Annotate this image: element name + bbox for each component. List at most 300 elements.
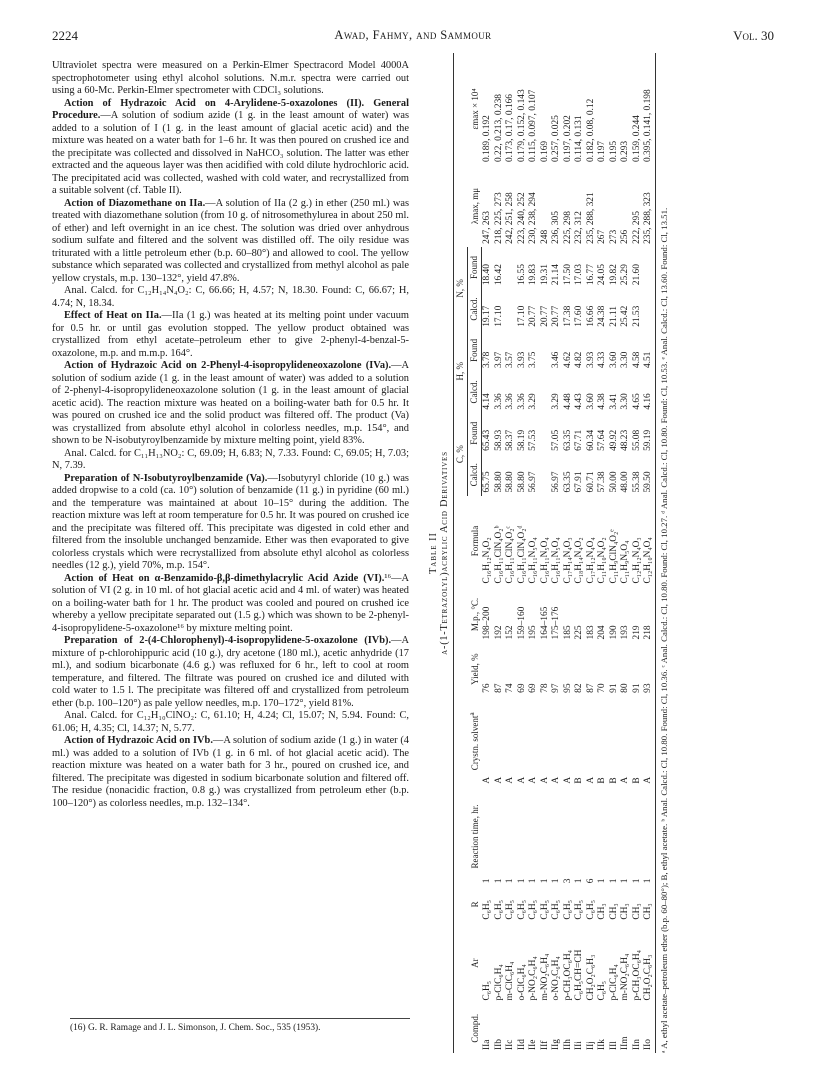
cell-n-found: 24.05 xyxy=(597,264,608,286)
section-heading: Preparation of 2-(4-Chlorophenyl)-4-isopropylidene-5-oxazolone (IVb). xyxy=(64,635,392,646)
cell-h-calc xyxy=(540,371,552,413)
cell-h-calc: 3.36 xyxy=(505,393,516,410)
paragraph-spectra: Ultraviolet spectra were measured on a Perkin-Elmer Spectracord Model 4000A spectrophotometer using ethyl alcohol solutions. N.m.r. spectra were carried out using a 60-Mc. Perkin-Elmer spectrometer with CDCl₃ solutions. xyxy=(52,60,409,96)
section-heading: Action of Hydrazoic Acid on 2-Phenyl-4-isopropylideneoxazolone (IVa). xyxy=(64,360,392,371)
cell-lmax: 247, 263 xyxy=(482,211,492,244)
cell-h-found: 3.75 xyxy=(528,351,539,369)
cell-r: C₆H₅ xyxy=(482,900,492,920)
cell-r: C₆H₅ xyxy=(505,900,516,920)
cell-h-found: 3.78 xyxy=(482,351,493,369)
table-row xyxy=(505,53,517,1053)
cell-emax: 0.114, 0.131 xyxy=(574,115,585,163)
cell-c-found: 55.08 xyxy=(631,429,642,451)
cell-solv: A xyxy=(493,776,504,784)
cell-ar: CH₂O₂C₆H₃ xyxy=(585,954,596,1001)
cell-lmax: 232, 312 xyxy=(574,211,585,244)
cell-yield: 76 xyxy=(482,683,492,693)
cell-compd: IIj xyxy=(585,1041,596,1050)
cell-emax: 0.257, 0.025 xyxy=(551,115,562,163)
cell-emax: 0.189, 0.192 xyxy=(482,115,492,163)
cell-lmax: 256 xyxy=(620,229,631,244)
section-body: ¹⁶—A solution of VI (2 g. in 10 ml. of hot glacial acetic acid and 4 ml. of water) was heated on a boiling-water bath for 1 hr. The product was cooled and poured on crushed ice whereby a yellow precipitate separated out (1.5 g.) which was shown to be 2-phenyl-4-isopropylidene-5-oxazolone¹⁶ by mixture melting point. xyxy=(52,572,409,634)
cell-emax: 0.182, 0.08, 0.12 xyxy=(585,98,596,163)
cell-compd: IIl xyxy=(608,1041,619,1050)
cell-c-calc: 56.97 xyxy=(528,471,539,493)
cell-solv: A xyxy=(620,776,631,784)
section-heading: Action of Heat on α-Benzamido-β,β-dimethylacrylic Acid Azide (VI). xyxy=(64,572,385,584)
cell-mp: 164–165 xyxy=(539,606,550,640)
cell-c-calc: 67.91 xyxy=(574,471,585,493)
cell-ar: o-ClC₆H₄ xyxy=(516,964,527,1001)
cell-h-calc: 3.60 xyxy=(585,393,596,410)
section-heat-iia xyxy=(52,310,409,360)
cell-ar: C₆H₅ xyxy=(597,980,608,1001)
cell-n-calc: 16.66 xyxy=(585,305,596,327)
cell-yield: 95 xyxy=(562,683,573,693)
table-body xyxy=(482,53,656,1053)
section-heading: Effect of Heat on IIa. xyxy=(64,310,162,321)
cell-ar: p-ClC₆H₄ xyxy=(493,964,504,1001)
cell-formula: C₁₂H₁₀N₄O₄ xyxy=(643,496,655,587)
cell-compd: IIe xyxy=(528,1039,539,1050)
experimental-column xyxy=(52,60,409,810)
cell-n-found: 16.77 xyxy=(585,264,596,286)
cell-ar: C₆H₅ xyxy=(482,980,492,1001)
cell-n-found: 19.82 xyxy=(608,264,619,286)
cell-solv: B xyxy=(597,777,608,784)
table-row xyxy=(494,53,506,1053)
cell-solv: A xyxy=(482,776,492,784)
cell-time: 1 xyxy=(505,878,516,884)
table-row xyxy=(632,53,644,1053)
col-h-calcd: Calcd. xyxy=(468,371,482,413)
cell-c-calc: 58.80 xyxy=(516,471,527,493)
cell-h-found: 4.33 xyxy=(597,351,608,369)
cell-c-calc: 58.80 xyxy=(505,471,516,493)
cell-h-calc: 3.41 xyxy=(608,393,619,410)
cell-solv: A xyxy=(562,776,573,784)
table-row xyxy=(574,53,586,1053)
cell-yield: 69 xyxy=(528,683,539,693)
section-diazomethane xyxy=(52,198,409,286)
cell-r: C₆H₅ xyxy=(516,900,527,920)
cell-mp: 218 xyxy=(643,587,655,643)
cell-yield: 70 xyxy=(597,683,608,693)
cell-formula: C₁₆H₁₁ClN₄O₂ᶜ xyxy=(505,526,516,584)
section-hydrazoic-iva xyxy=(52,360,409,448)
cell-n-calc: 17.60 xyxy=(574,305,585,327)
cell-compd: IIa xyxy=(482,1039,492,1050)
table-row xyxy=(551,53,563,1053)
cell-h-calc: 3.36 xyxy=(493,393,504,410)
cell-formula: C₁₇H₁₂N₄O₄ xyxy=(585,537,596,584)
cell-emax: 0.179, 0.152, 0.143 xyxy=(516,89,527,163)
cell-time: 1 xyxy=(574,878,585,884)
cell-h-found: 3.97 xyxy=(493,351,504,369)
section-body: —A solution of sodium azide (1 g. in the least amount of water) was added to a solution of I (1 g. in the least amount of glacial acetic acid) and the mixture was heated on a water bath for 1–6 hr. It was then poured on crushed ice and the precipitate was collected and dissolved in NaHCO₃ solution. The latter was ether extracted and the aqueous layer was then acidified with cold dilute hydrochloric acid. The precipitated acid was collected, washed with cold water, and recrystallized from a suitable solvent (cf. Table II). xyxy=(52,110,409,196)
cell-h-calc: 3.29 xyxy=(551,393,562,410)
cell-ar: m-NO₂C₆H₄ xyxy=(620,953,631,1001)
section-heading: Action of Diazomethane on IIa. xyxy=(64,197,206,209)
cell-emax: 0.197, 0.202 xyxy=(562,115,573,163)
cell-h-calc: 4.38 xyxy=(597,393,608,410)
cell-compd: IIh xyxy=(562,1039,573,1050)
cell-ar: p-CH₃OC₆H₄ xyxy=(631,950,642,1001)
cell-formula: C₁₆H₁₁ClN₄O₂ᵇ xyxy=(493,525,504,584)
cell-r: C₆H₅ xyxy=(528,900,539,920)
cell-r: CH₃ xyxy=(608,903,619,920)
cell-c-found: 57.05 xyxy=(551,429,562,451)
cell-yield: 74 xyxy=(505,683,516,693)
col-solvent-label: Crystn. solvent xyxy=(469,715,480,771)
cell-r: C₆H₅ xyxy=(574,900,585,920)
cell-h-found: 3.93 xyxy=(516,351,527,369)
col-time: Reaction time, hr. xyxy=(454,787,482,887)
cell-emax: 0.395, 0.141, 0.198 xyxy=(643,53,655,165)
cell-c-found: 59.19 xyxy=(643,413,655,454)
cell-emax: 0.195 xyxy=(608,140,619,163)
cell-yield: 87 xyxy=(493,683,504,693)
cell-mp: 190 xyxy=(608,625,619,640)
cell-time: 1 xyxy=(516,878,527,884)
cell-n-calc: 20.77 xyxy=(539,305,550,327)
cell-time: 1 xyxy=(643,787,655,887)
cell-lmax: 235, 288, 321 xyxy=(585,192,596,244)
cell-formula: C₁₇H₁₄N₄O₃ xyxy=(562,537,573,584)
cell-time: 1 xyxy=(539,878,550,884)
cell-formula: C₁₈H₁₄N₄O₂ xyxy=(574,537,585,584)
cell-mp: 159–160 xyxy=(516,606,527,640)
cell-n-found: 16.42 xyxy=(493,264,504,286)
table-row xyxy=(586,53,598,1053)
table-row xyxy=(609,53,621,1053)
table-label: Table II xyxy=(428,532,439,574)
table-row xyxy=(597,53,609,1053)
cell-c-found: 63.35 xyxy=(562,429,573,451)
cell-lmax: 223, 240, 252 xyxy=(516,192,527,244)
cell-yield: 78 xyxy=(539,683,550,693)
cell-h-calc: 4.65 xyxy=(631,393,642,410)
table-footnotes: ᵃ A, ethyl acetate–petroleum ether (b.p. 60–80°); B, ethyl acetate. ᵇ Anal. Calcd.: Cl, 10.80. Found: Cl, 10.36. ᶜ Anal. Calcd.: Cl, 10.80. Found: Cl, 10.27. ᵈ Anal. Calcd.: Cl, 10.80. Found: Cl, 10.53. ᵉ Anal. Calcd.: Cl, 13.60. Found: Cl, 13.51. xyxy=(658,207,669,1053)
cell-c-found: 67.71 xyxy=(574,429,585,451)
analysis-line: Anal. Calcd. for C₁₁H₁₃NO₂: C, 69.09; H, 6.83; N, 7.33. Found: C, 69.05; H, 7.03; N, 7.39. xyxy=(52,447,409,471)
cell-n-found: 17.03 xyxy=(574,264,585,286)
table-caption: α-(1-Tetrazolyl)acrylic Acid Derivatives xyxy=(439,451,450,655)
cell-formula: C₁₆H₁₁N₅O₄ xyxy=(528,537,539,584)
table-row xyxy=(620,53,632,1053)
section-body: —A mixture of p-chlorohippuric acid (10 g.), dry acetone (180 ml.), acetic anhydride (17 ml.), and sodium bicarbonate (4.6 g.) was refluxed for 6 hr., left to cool at room temperature, and filtered. The filtrate was poured on crushed ice and diluted with cold water to 1.5 l. The precipitate was filtered off and crystallized from petroleum ether (b.p. 100–120°) as pale yellow needles, m.p. 170–172°, yield 81%. xyxy=(52,635,409,709)
cell-yield: 91 xyxy=(608,683,619,693)
cell-r: CH₃ xyxy=(631,903,642,920)
cell-r: CH₃ xyxy=(643,886,655,922)
cell-c-found: 58.93 xyxy=(493,429,504,451)
cell-formula: C₁₁H₉ClN₄O₂ᵉ xyxy=(608,529,619,584)
cell-time: 1 xyxy=(597,878,608,884)
cell-lmax: 225, 298 xyxy=(562,211,573,244)
cell-time: 1 xyxy=(493,878,504,884)
cell-n-calc xyxy=(643,288,655,330)
cell-n-found: 16.55 xyxy=(516,264,527,286)
section-body: —A solution of sodium azide (1 g. in the least amount of water) was added to a solution of 2-phenyl-4-isopropylideneoxazolone solution (1 g. in the least amount of glacial acetic acid). The reaction mixture was heated on a boiling-water bath for 0.5 hr. It was poured on crushed ice and the solid product was filtered off. The product (Va) was crystallized from absolute ethyl alcohol in colorless needles, m.p. 154°, and shown to be N-isobutyroylbenzamide by mixture melting point, yield 83%. xyxy=(52,360,409,446)
cell-n-found xyxy=(505,247,517,288)
col-c-calcd: Calcd. xyxy=(468,454,482,496)
cell-c-found: 49.92 xyxy=(608,429,619,451)
cell-solv: A xyxy=(539,776,550,784)
cell-n-calc: 17.10 xyxy=(516,305,527,327)
cell-n-found: 17.50 xyxy=(562,264,573,286)
cell-c-found: 58.19 xyxy=(516,429,527,451)
table-row xyxy=(482,53,494,1053)
cell-formula: C₁₆H₁₁N₅O₄ xyxy=(539,537,550,584)
cell-yield: 97 xyxy=(551,683,562,693)
cell-compd: IIn xyxy=(631,1039,642,1050)
col-emax: εmax × 10⁴ xyxy=(454,53,482,165)
cell-lmax: 273 xyxy=(608,229,619,244)
cell-c-found: 57.53 xyxy=(528,429,539,451)
cell-mp: 198–200 xyxy=(482,606,492,640)
cell-h-found: 3.57 xyxy=(505,351,516,369)
cell-n-calc: 24.38 xyxy=(597,305,608,327)
col-group-c: C, % xyxy=(454,413,468,496)
col-n-found: Found xyxy=(468,247,482,288)
cell-c-found: 57.64 xyxy=(597,429,608,451)
cell-lmax: 236, 305 xyxy=(551,211,562,244)
cell-solv: A xyxy=(528,776,539,784)
col-yield: Yield, % xyxy=(454,642,482,695)
cell-ar: p-CH₃OC₆H₄ xyxy=(562,950,573,1001)
cell-time: 3 xyxy=(562,878,573,884)
table-row xyxy=(528,53,540,1053)
cell-mp: 193 xyxy=(620,625,631,640)
cell-ar: m-NO₂C₆H₄ xyxy=(539,953,550,1001)
cell-c-found: 65.43 xyxy=(482,429,493,451)
cell-time: 1 xyxy=(620,878,631,884)
cell-h-calc: 4.14 xyxy=(482,393,493,410)
cell-compd: IIc xyxy=(505,1039,516,1050)
cell-c-calc xyxy=(540,454,552,496)
analysis-line: Anal. Calcd. for C₁₂H₁₄N₄O₂: C, 66.66; H, 4.57; N, 18.30. Found: C, 66.67; H, 4.74; N, 18.34. xyxy=(52,285,409,309)
cell-h-found: 4.58 xyxy=(631,351,642,369)
cell-n-calc: 25.42 xyxy=(620,305,631,327)
section-hydrazoic-general xyxy=(52,98,409,198)
cell-n-calc: 17.10 xyxy=(493,305,504,327)
cell-h-found: 3.46 xyxy=(551,351,562,369)
cell-h-calc: 4.43 xyxy=(574,393,585,410)
cell-solv: A xyxy=(643,696,655,787)
cell-compd: IIi xyxy=(574,1041,585,1050)
cell-solv: A xyxy=(505,776,516,784)
cell-mp: 152 xyxy=(505,625,516,640)
cell-n-found: 18.40 xyxy=(482,264,493,286)
cell-emax: 0.115, 0.097, 0.107 xyxy=(528,89,539,163)
cell-emax: 0.169 xyxy=(539,140,550,163)
cell-ar: CH₂O₂C₆H₃ xyxy=(643,923,655,1004)
cell-n-calc: 20.77 xyxy=(551,305,562,327)
cell-n-calc xyxy=(505,288,517,330)
col-formula: Formula xyxy=(454,496,482,587)
cell-n-calc: 21.53 xyxy=(631,305,642,327)
cell-solv: B xyxy=(631,777,642,784)
col-r: R xyxy=(454,886,482,922)
table-row xyxy=(563,53,575,1053)
col-h-found: Found xyxy=(468,330,482,371)
cell-mp: 192 xyxy=(493,625,504,640)
cell-h-found: 4.62 xyxy=(562,351,573,369)
cell-n-found: 25.29 xyxy=(620,264,631,286)
running-title: Awad, Fahmy, and Sammour xyxy=(334,28,492,42)
cell-mp: 195 xyxy=(528,625,539,640)
cell-r: C₆H₅ xyxy=(562,900,573,920)
section-heading: Preparation of N-Isobutyroylbenzamide (Va). xyxy=(64,472,268,484)
cell-solv: A xyxy=(516,776,527,784)
cell-yield: 87 xyxy=(585,683,596,693)
cell-lmax: 235, 288, 323 xyxy=(643,165,655,247)
cell-c-found xyxy=(540,413,552,454)
cell-h-calc: 3.30 xyxy=(620,393,631,410)
cell-formula: C₁₁H₁₀N₄O₂ xyxy=(597,537,608,584)
cell-time: 6 xyxy=(585,878,596,884)
cell-n-found: 21.60 xyxy=(631,264,642,286)
col-n-calcd: Calcd. xyxy=(468,288,482,330)
section-heat-vi xyxy=(52,573,409,636)
cell-compd: IId xyxy=(516,1039,527,1050)
section-prep-ivb xyxy=(52,635,409,710)
cell-compd: IIm xyxy=(620,1036,631,1050)
cell-mp: 204 xyxy=(597,625,608,640)
analysis-line: Anal. Calcd. for C₁₂H₁₀ClNO₂: C, 61.10; H, 4.24; Cl, 15.07; N, 5.94. Found: C, 61.06; H, 4.35; Cl, 14.37; N, 5.77. xyxy=(52,710,409,734)
footnote: (16) G. R. Ramage and J. L. Simonson, J. Chem. Soc., 535 (1953). xyxy=(70,1018,410,1033)
cell-h-calc: 3.29 xyxy=(528,393,539,410)
cell-lmax: 222, 295 xyxy=(631,211,642,244)
cell-compd: IIo xyxy=(643,1004,655,1053)
cell-compd: IIk xyxy=(597,1039,608,1050)
cell-ar: o-NO₂C₆H₄ xyxy=(551,956,562,1001)
cell-r: C₆H₅ xyxy=(539,900,550,920)
cell-time: 1 xyxy=(631,878,642,884)
cell-compd: IIf xyxy=(539,1040,550,1050)
cell-c-calc: 48.00 xyxy=(620,471,631,493)
cell-solv: A xyxy=(551,776,562,784)
cell-n-calc: 17.38 xyxy=(562,305,573,327)
cell-r: CH₃ xyxy=(620,903,631,920)
cell-h-calc: 3.36 xyxy=(516,393,527,410)
cell-formula: C₁₁H₉N₅O₄ xyxy=(620,540,631,584)
cell-ar: p-ClC₆H₄ xyxy=(608,964,619,1001)
col-group-h: H, % xyxy=(454,330,468,413)
cell-emax: 0.293 xyxy=(620,140,631,163)
cell-compd: IIg xyxy=(551,1039,562,1050)
cell-yield: 93 xyxy=(643,642,655,695)
cell-yield: 69 xyxy=(516,683,527,693)
cell-c-calc: 56.97 xyxy=(551,471,562,493)
cell-c-calc: 60.71 xyxy=(585,471,596,493)
section-heading: Action of Hydrazoic Acid on IVb. xyxy=(64,735,213,746)
cell-emax: 0.173, 0.17, 0.166 xyxy=(505,94,516,163)
cell-mp: 185 xyxy=(562,625,573,640)
cell-r: C₆H₅ xyxy=(493,900,504,920)
cell-h-found: 3.60 xyxy=(608,351,619,369)
cell-h-found xyxy=(540,330,552,371)
cell-h-found: 3.93 xyxy=(585,351,596,369)
cell-n-calc: 21.11 xyxy=(608,306,619,327)
cell-solv: B xyxy=(608,777,619,784)
cell-c-calc: 55.38 xyxy=(631,471,642,493)
col-c-found: Found xyxy=(468,413,482,454)
cell-time: 1 xyxy=(608,878,619,884)
cell-ar: p-NO₂C₆H₄ xyxy=(528,956,539,1001)
cell-h-calc: 4.48 xyxy=(562,393,573,410)
section-body: —Isobutyryl chloride (10 g.) was added dropwise to a cold (ca. 10°) solution of benzamide (11 g.) in pyridine (60 ml.) and the temperature was maintained at about 10–15° during the addition. The reaction mixture was left at room temperature for 0.5 hr. It was poured on crushed ice and the precipitate was filtered off. This precipitate was digested in cold ether and filtered from the insoluble unchanged benzamide. Ether was then evaporated to give colorless crystals which were recrystallized from absolute ethyl alcohol as colorless needles (12 g.), yield 70%, m.p. 154°. xyxy=(52,472,409,571)
cell-ar: m-ClC₆H₄ xyxy=(505,961,516,1001)
page-number: 2224 xyxy=(52,28,78,43)
cell-r: C₆H₅ xyxy=(585,900,596,920)
cell-emax: 0.197 xyxy=(597,140,608,163)
running-header xyxy=(52,28,774,48)
cell-c-calc: 57.38 xyxy=(597,471,608,493)
cell-formula: C₁₆H₁₂N₄O₂ xyxy=(482,537,492,584)
cell-c-found: 48.23 xyxy=(620,429,631,451)
cell-solv: B xyxy=(574,777,585,784)
cell-lmax: 242, 251, 258 xyxy=(505,192,516,244)
cell-mp: 219 xyxy=(631,625,642,640)
section-body: —A solution of IIa (2 g.) in ether (250 ml.) was treated with diazomethane solution (from 10 g. of nitrosomethylurea in about 250 ml. of ether) and left overnight in an ice chest. The solution was dried over anhydrous sodium sulfate and filtered and the solvent was distilled off. The oily residue was triturated with a little petroleum ether (b.p. 60–80°) and allowed to cool. The yellow substance which separated was collected and crystallized from methyl alcohol as pale yellow crystals, m.p. 130–132°, yield 47.8%. xyxy=(52,197,409,284)
section-body: —A solution of sodium azide (1 g.) in water (4 ml.) was added to a solution of IVb (1 g. in 6 ml. of hot glacial acetic acid). The reaction mixture was heated on a water bath for 3 hr., poured on crushed ice, and filtered. The precipitate was digested in sodium bicarbonate solution and filtered off. The residue (nonacidic fraction, 0.8 g.) was crystallized from petroleum ether (b.p. 100–120°) as colorless needles, m.p. 132–134°. xyxy=(52,735,410,809)
col-solvent xyxy=(454,696,482,787)
section-body: —IIa (1 g.) was heated at its melting point under vacuum for 0.5 hr. or until gas evolution stopped. The yellow product obtained was crystallized from ethyl acetate–petroleum ether to give 2-phenyl-4-benzal-5-oxazolone, m.p. and m.m.p. 164°. xyxy=(52,310,409,359)
cell-solv: A xyxy=(585,776,596,784)
volume-label: Vol. 30 xyxy=(733,28,774,43)
cell-compd: IIb xyxy=(493,1039,504,1050)
cell-yield: 91 xyxy=(631,683,642,693)
cell-n-found: 19.83 xyxy=(528,264,539,286)
col-group-n: N, % xyxy=(454,247,468,330)
cell-emax: 0.22, 0.213, 0.238 xyxy=(493,94,504,163)
cell-lmax: 267 xyxy=(597,229,608,244)
cell-c-calc: 59.50 xyxy=(643,454,655,496)
cell-formula: C₁₆H₁₁ClN₄O₂ᵈ xyxy=(516,525,527,584)
cell-h-found: 4.82 xyxy=(574,351,585,369)
cell-mp: 175–176 xyxy=(551,606,562,640)
section-heading: Action of Hydrazoic Acid on 4-Arylidene-5-oxazolones (II). General Procedure. xyxy=(52,97,409,121)
cell-n-calc: 19.17 xyxy=(482,305,493,327)
cell-mp: 225 xyxy=(574,625,585,640)
data-table xyxy=(453,53,656,1053)
cell-yield: 82 xyxy=(574,683,585,693)
table-row xyxy=(540,53,552,1053)
section-prep-va xyxy=(52,473,409,573)
cell-lmax: 248 xyxy=(539,229,550,244)
cell-formula: C₁₆H₁₁N₅O₄ xyxy=(551,537,562,584)
table-row xyxy=(643,53,655,1053)
cell-c-calc: 65.75 xyxy=(482,471,493,493)
cell-c-calc: 58.80 xyxy=(493,471,504,493)
col-solvent-note: a xyxy=(466,712,476,716)
table-ii xyxy=(428,53,784,1053)
cell-time: 1 xyxy=(551,878,562,884)
col-lmax: λmax, mμ xyxy=(454,165,482,247)
table-row xyxy=(517,53,529,1053)
cell-n-calc: 20.77 xyxy=(528,305,539,327)
cell-c-found: 58.37 xyxy=(505,429,516,451)
col-mp: M.p., °C. xyxy=(454,587,482,643)
section-hydrazoic-ivb xyxy=(52,735,409,810)
cell-time: 1 xyxy=(482,878,492,884)
cell-n-found: 19.31 xyxy=(539,264,550,286)
cell-yield: 80 xyxy=(620,683,631,693)
cell-formula: C₁₂H₁₂N₄O₃ xyxy=(631,537,642,584)
cell-lmax: 218, 225, 273 xyxy=(493,192,504,244)
cell-c-calc: 63.35 xyxy=(562,471,573,493)
